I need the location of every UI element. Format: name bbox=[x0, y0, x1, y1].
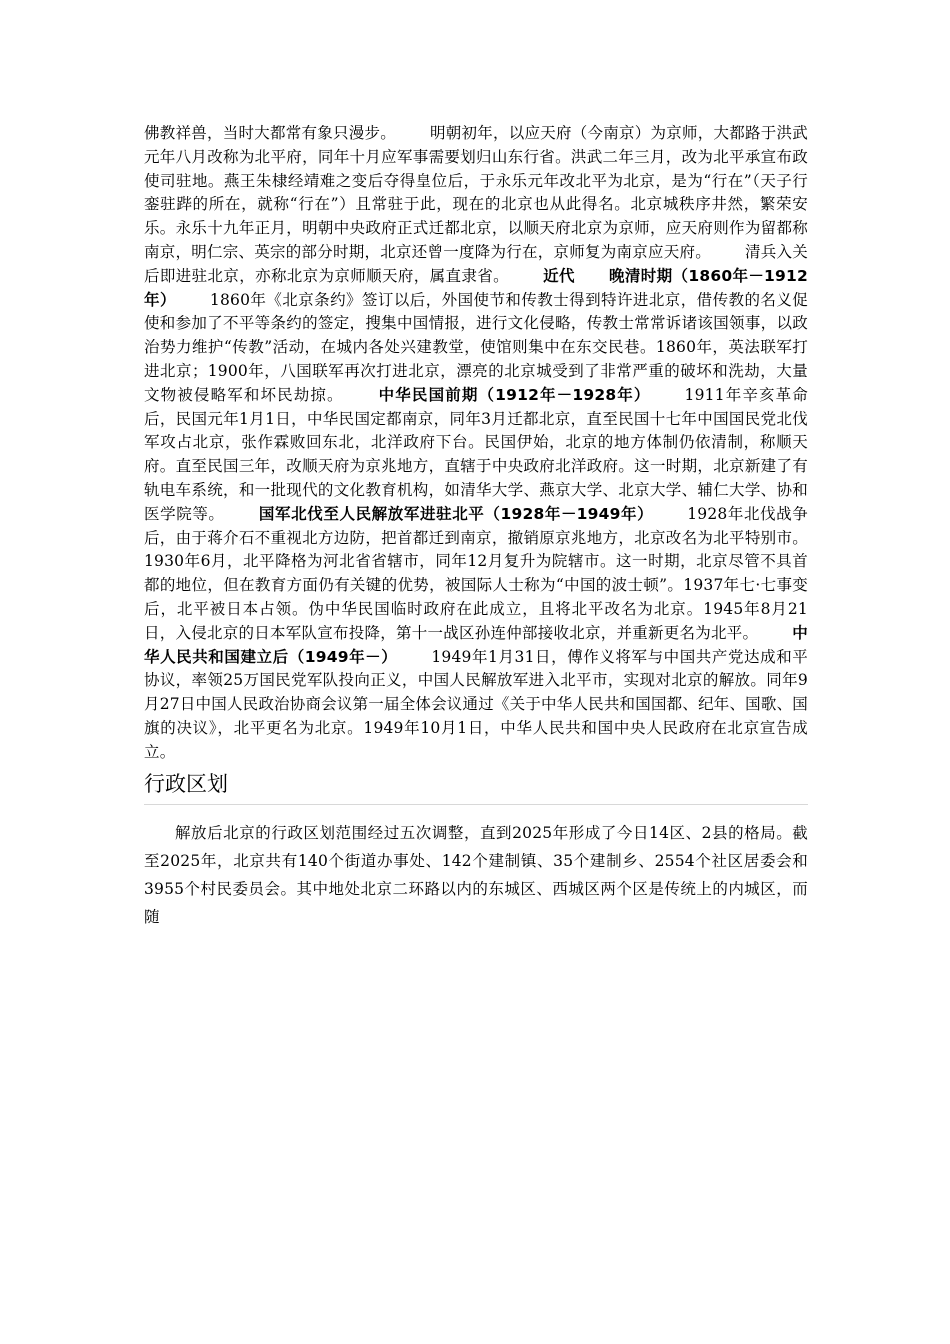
text-segment: 佛教祥兽，当时大都常有象只漫步。 bbox=[144, 124, 396, 142]
text-segment: 1911年辛亥革命后，民国元年1月1日，中华民国定都南京，同年3月迁都北京，直至民国十七年中国国民党北伐军攻占北京，张作霖败回东北，北洋政府下台。民国伊始，北京的地方体制仍依清制，称顺天府。直至民国三年，改顺天府为京兆地方，直辖于中央政府北洋政府。这一时期，北京新建了有轨电车系统，和一批现代的文化教育机构，如清华大学、燕京大学、北京大学、辅仁大学、协和医学院等。 bbox=[144, 385, 808, 523]
subheading-early-roc: 中华民国前期（1912年－1928年） bbox=[377, 385, 651, 404]
text-segment: 明朝初年，以应天府（今南京）为京师，大都路于洪武元年八月改称为北平府，同年十月应军事需要划归山东行省。洪武二年三月，改为北平承宣布政使司驻地。燕王朱棣经靖难之变后夺得皇位后，于永乐元年改北平为北京，是为“行在”（天子行銮驻跸的所在，就称“行在”）且常驻于此，现在的北京也从此得名。北京城秩序井然，繁荣安乐。永乐十九年正月，明朝中央政府正式迁都北京，以顺天府北京为京师，应天府则作为留都称南京，明仁宗、英宗的部分时期，北京还曾一度降为行在，京师复为南京应天府。 bbox=[144, 124, 808, 261]
subheading-beiping: 国军北伐至人民解放军进驻北平（1928年－1949年） bbox=[258, 504, 654, 523]
text-segment: 清兵入关后即进驻北京，亦称北京为京师顺天府，属直隶省。 bbox=[144, 242, 808, 285]
section-heading-admin: 行政区划 bbox=[144, 770, 808, 805]
text-segment: 1949年1月31日，傅作义将军与中国共产党达成和平协议，率领25万国民党军队投向正义，中国人民解放军进入北平市，实现对北京的解放。同年9月27日中国人民政治协商会议第一届全体会议通过《关于中华人民共和国国都、纪年、国歌、国旗的决议》，北平更名为北京。1949年10月1日，中华人民共和国中央人民政府在北京宣告成立。 bbox=[144, 647, 808, 761]
document-page bbox=[144, 122, 808, 931]
subheading-modern: 近代 bbox=[542, 266, 575, 285]
text-segment: 1860年《北京条约》签订以后，外国使节和传教士得到特许进北京，借传教的名义促使和参加了不平等条约的签定，搜集中国情报，进行文化侵略，传教士常常诉诸该国领事，以政治势力维护“传教”活动，在城内各处兴建教堂，使馆则集中在东交民巷。1860年，英法联军打进北京；1900年，八国联军再次打进北京，漂亮的北京城受到了非常严重的破坏和洗劫，大量文物被侵略军和坏民劫掠。 bbox=[144, 290, 809, 404]
subheading-prc: 中华人民共和国建立后（1949年－） bbox=[144, 623, 808, 666]
text-segment: 1928年北伐战争后，由于蒋介石不重视北方边防，把首都迁到南京，撤销原京兆地方，北京改名为北平特别市。1930年6月，北平降格为河北省省辖市，同年12月复升为院辖市。这一时期，北京尽管不具首都的地位，但在教育方面仍有关键的优势，被国际人士称为“中国的波士顿”。1937年七·七事变后，北平被日本占领。伪中华民国临时政府在此成立，且将北平改名为北京。1945年8月21日，入侵北京的日本军队宣布投降，第十一战区孙连仲部接收北京，并重新更名为北平。 bbox=[144, 504, 808, 642]
admin-paragraph: 解放后北京的行政区划范围经过五次调整，直到2025年形成了今日14区、2县的格局。截至2025年，北京共有140个街道办事处、142个建制镇、35个建制乡、2554个社区居委会和3955个村民委员会。其中地处北京二环路以内的东城区、西城区两个区是传统上的内城区，而随 bbox=[144, 823, 808, 926]
subheading-late-qing: 晚清时期（1860年－1912年） bbox=[144, 266, 808, 309]
history-text-block bbox=[144, 122, 808, 765]
